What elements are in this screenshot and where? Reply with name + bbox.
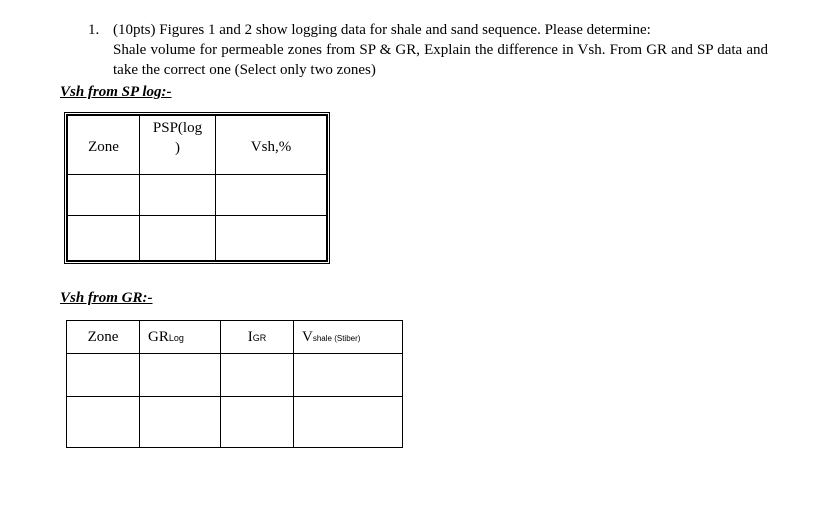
sp-header-vsh: Vsh,% [216,115,328,175]
table-row [67,175,327,216]
sp-cell-psp[interactable] [140,216,216,262]
question-first-line [88,20,768,40]
gr-header-gr-main: GR [148,328,169,345]
gr-header-igr [221,321,294,354]
sp-section-heading: Vsh from SP log:- [60,84,172,100]
question-continuation: Shale volume for permeable zones from SP & GR, Explain the difference in Vsh. From GR and SP data and take the correct one (Select only two zones) [113,42,768,78]
gr-header-igr-main: I [247,328,253,345]
sp-cell-vsh[interactable] [216,216,328,262]
sp-cell-zone[interactable] [67,175,140,216]
gr-table-header-row [67,321,403,354]
gr-cell-igr[interactable] [221,354,294,397]
sp-header-psp-line2: ) [175,140,180,156]
gr-header-vshale [294,321,403,354]
gr-cell-igr[interactable] [221,397,294,448]
sp-header-psp [140,115,216,175]
question-block [88,20,768,80]
gr-header-vshale-main: V [302,328,313,345]
sp-cell-psp[interactable] [140,175,216,216]
gr-header-grlog [140,321,221,354]
sp-cell-zone[interactable] [67,216,140,262]
gr-cell-zone[interactable] [67,397,140,448]
gr-vsh-table [66,320,403,448]
gr-header-gr-sub: Log [168,332,184,343]
sp-table-header-row [67,115,327,175]
table-row [67,397,403,448]
sp-vsh-table [66,114,328,262]
gr-section-heading: Vsh from GR:- [60,290,153,306]
question-number: 1. [88,22,100,38]
gr-cell-vshale[interactable] [294,354,403,397]
gr-header-igr-sub: GR [252,332,267,343]
sp-header-psp-line1: PSP(log [152,120,203,136]
question-prompt: (10pts) Figures 1 and 2 show logging data for shale and sand sequence. Please determine: [113,22,651,38]
gr-cell-zone[interactable] [67,354,140,397]
gr-header-zone: Zone [67,321,140,354]
table-row [67,354,403,397]
gr-cell-vshale[interactable] [294,397,403,448]
table-row [67,216,327,262]
gr-header-vshale-sub: shale (Stiber) [312,333,361,343]
gr-cell-grlog[interactable] [140,397,221,448]
sp-header-zone: Zone [67,115,140,175]
gr-cell-grlog[interactable] [140,354,221,397]
sp-cell-vsh[interactable] [216,175,328,216]
